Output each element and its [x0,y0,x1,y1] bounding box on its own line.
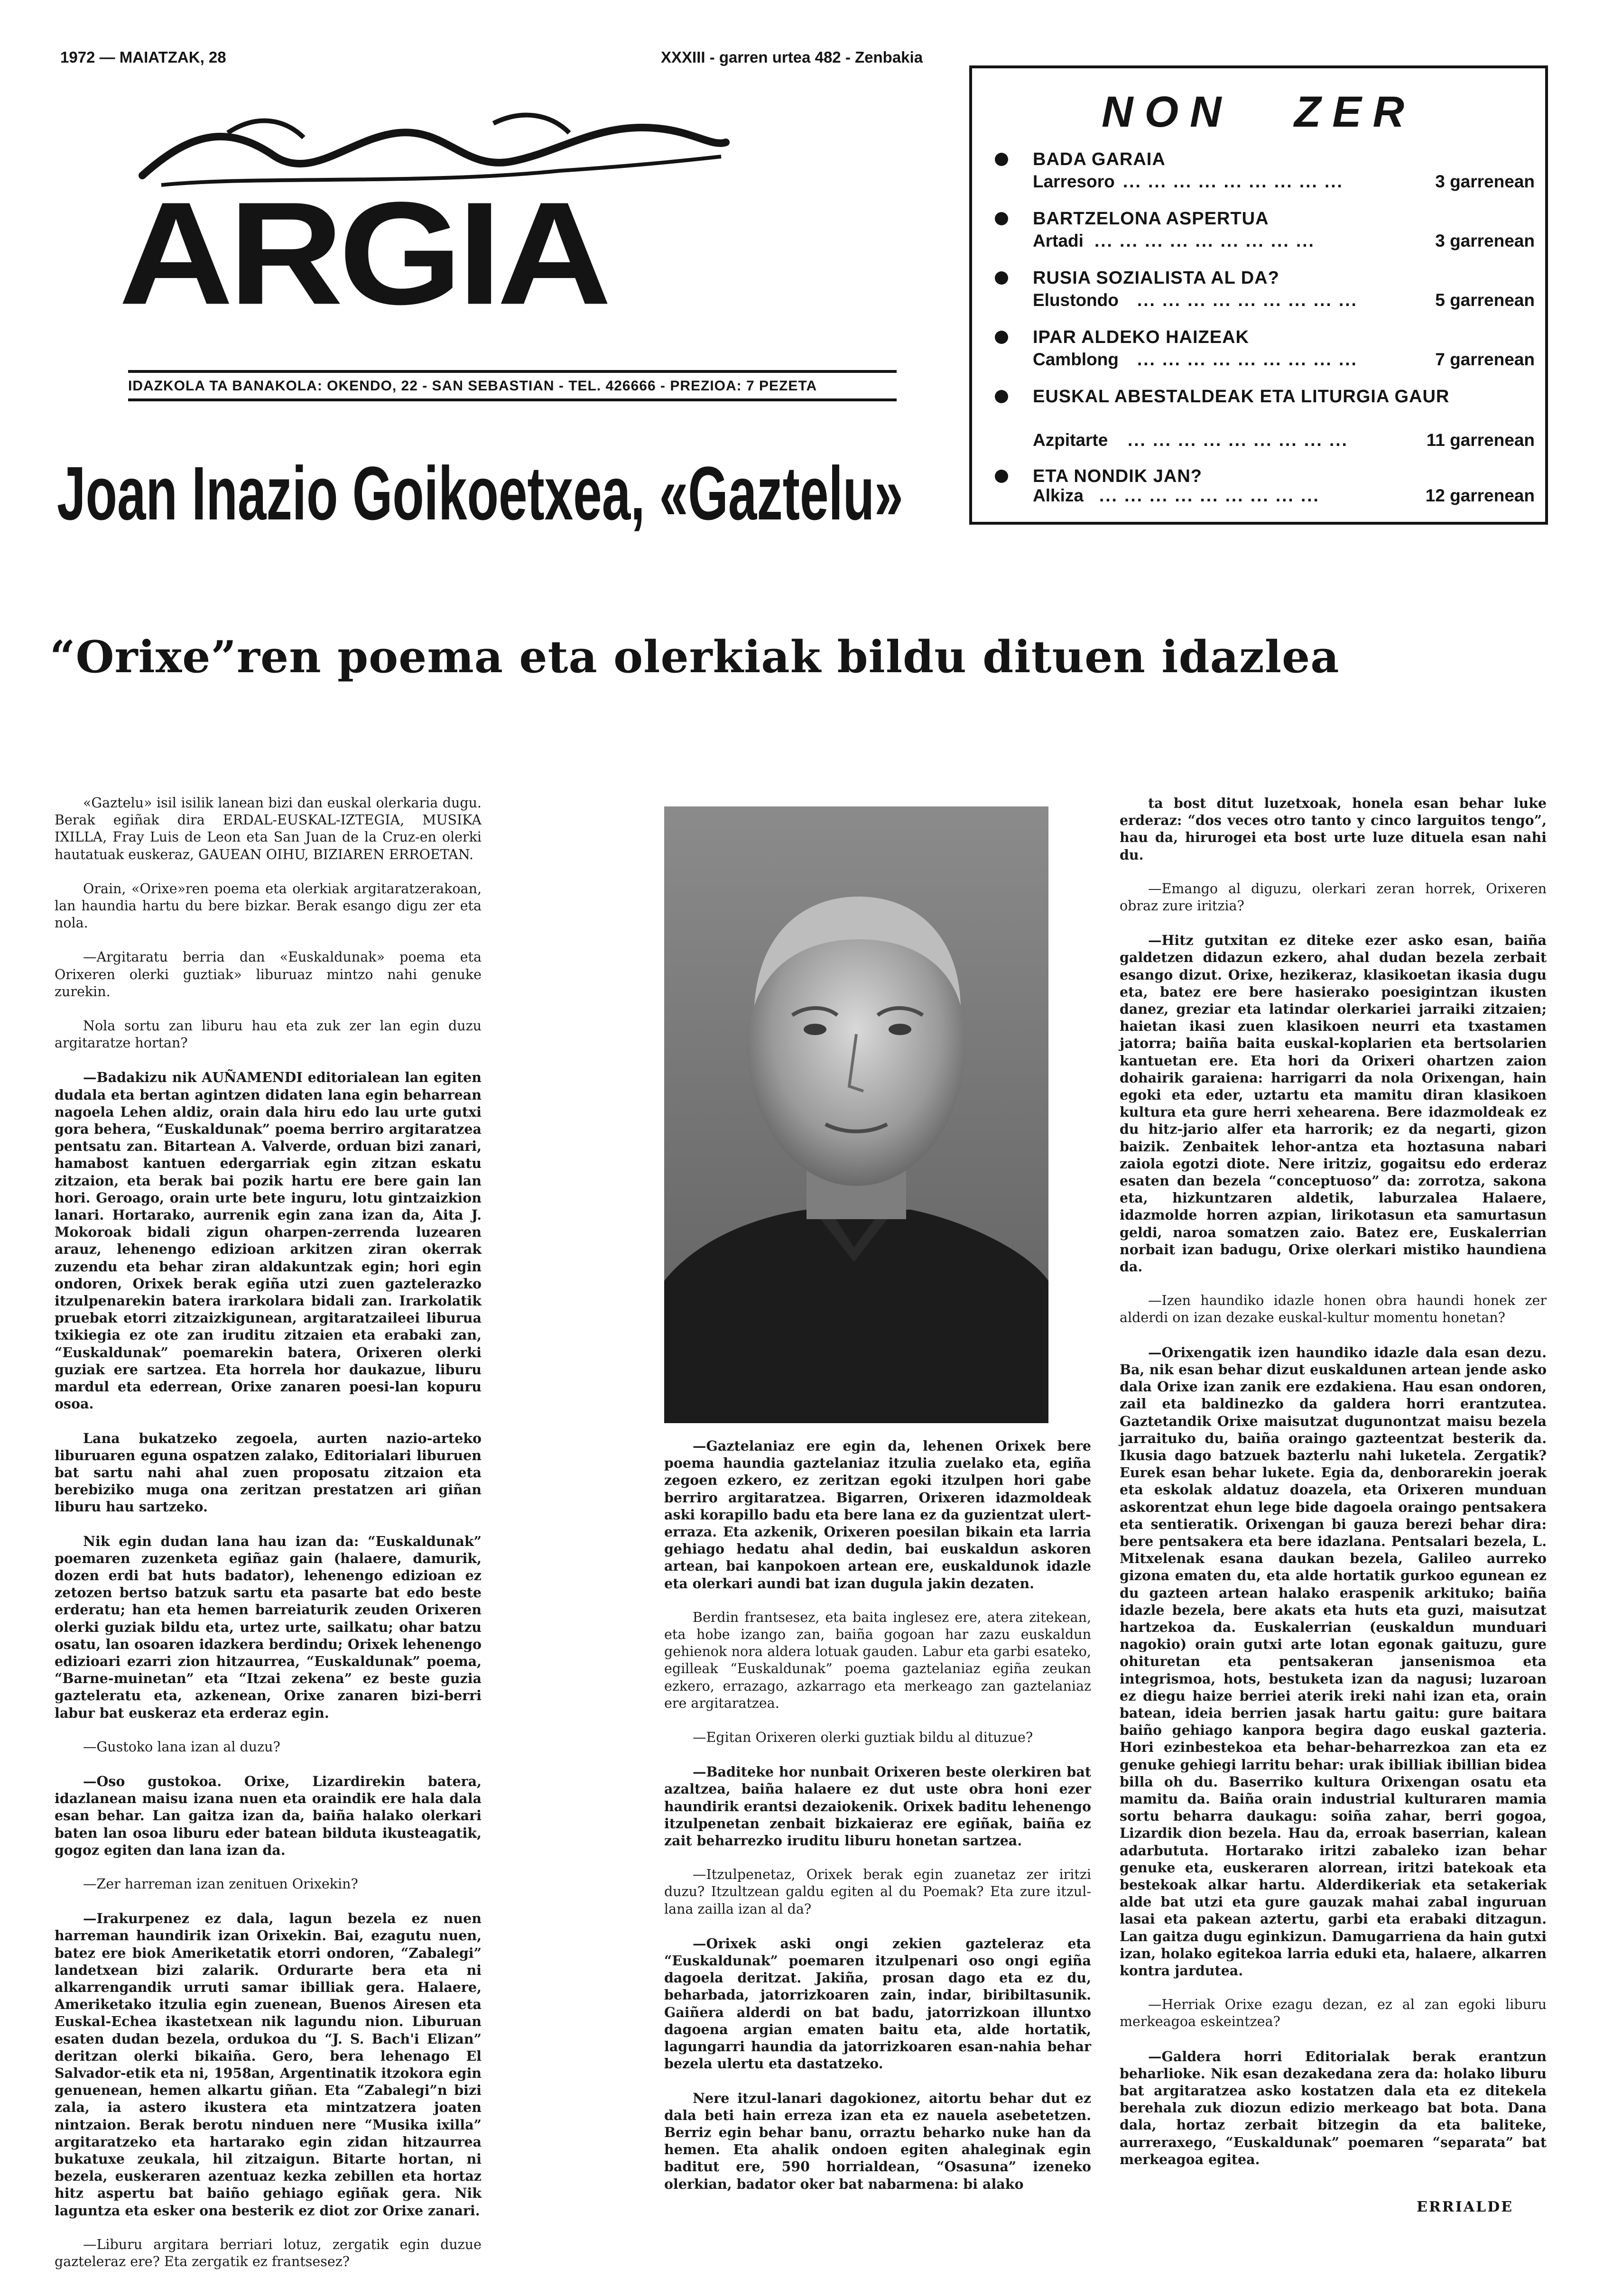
article-column-2 [664,1437,1091,2210]
article-subheadline: “Orixe”ren poema eta olerkiak bildu dituen idazlea [50,631,1340,683]
toc-item-author: Azpitarte [1033,430,1108,450]
toc-item-title: RUSIA SOZIALISTA AL DA? [1033,268,1279,288]
toc-dots: ... ... ... ... ... ... ... ... ... [1137,350,1358,369]
masthead-rule-bottom [128,398,897,401]
toc-item-author: Camblong [1033,350,1119,369]
bullet-icon [995,390,1008,403]
issue-number: XXXIII - garren urtea 482 - Zenbakia [661,48,923,66]
bullet-icon [995,470,1008,483]
toc-item-title: BADA GARAIA [1033,149,1166,169]
paragraph: «Gaztelu» isil isilik lanean bizi dan euskal olerkaria dugu. Berak egiñak dira ERDAL-EUSKAL-IZTEGIA, MUSIKA IXILLA, Fray Luis de Leon eta San Juan de la Cruz-en olerki hautatuak euskeraz, GAUEAN OIHU, BIZIAREN ERROETAN. [55,795,482,862]
toc-item-author: Artadi [1033,231,1084,250]
paragraph: —Oso gustokoa. Orixe, Lizardirekin batera, idazlanean maisu izana nuen eta oraindik ere hala dala esan behar. Lan gaitza izan da, baiña halako olerkari baten lan osoa liburu eder batean bilduta ikusteagatik, gogoz egiten dan lana izan da. [55,1773,482,1858]
toc-item-page: 3 garrenean [1435,231,1535,250]
toc-item-page: 5 garrenean [1435,290,1535,310]
paragraph: —Baditeke hor nunbait Orixeren beste olerkiren bat azaltzea, baiña halaere ez dut uste obra honi ezer haundirik erantsi dezaiokenik. Orixek baditu lehenengo itzulpenetan zenbait bizkaieraz ere egiñak, baiña ez zait beharrezko iruditu liburu honetan sartzea. [664,1764,1091,1849]
paragraph: —Liburu argitara berriari lotuz, zergatik egin duzue gazteleraz ere? Eta zergatik ez frantsesez? [55,2236,482,2270]
paragraph: —Egitan Orixeren olerki guztiak bildu al dituzue? [693,1730,1033,1746]
paragraph: —Izen haundiko idazle honen obra haundi honek zer alderdi on izan dezake euskal-kultur momentu honetan? [1120,1293,1547,1326]
paragraph: —Emango al diguzu, olerkari zeran horrek, Orixeren obraz zure iritzia? [1120,880,1547,914]
toc-dots: ... ... ... ... ... ... ... ... ... [1099,486,1320,505]
table-of-contents-box [969,65,1548,525]
article-headline: Joan Inazio Goikoetxea, «Gaztelu» [57,451,903,536]
toc-dots: ... ... ... ... ... ... ... ... ... [1137,290,1358,310]
paragraph: —Hitz gutxitan ez diteke ezer asko esan, baiña galdetzen didazun ezkero, ahal dudan bezela zerbait esango dizut. Orixe, hezikeraz, klasikoetan ikasia dugu eta, batez ere bere hasierako poesigintzan ikusten danez, greziar eta latindar olerkariei jarraiki zitzaien; haietan ikasi zuen klasikoen neurri eta txastamen jatorra; baiña baita euskal-koplarien eta bertsolarien kantuetan ere. Eta hori da Orixeri ohartzen zaion dohairik garaiena: harrigarri da nola Orixengan, hain egoki eta eder, uztartu eta mamitu diran klasikoen kultura eta gure herri xehearena. Bere idazmoldeak ez du hitz-jario alfer eta harrorik; ez da negarti, gizon baizik. Zenbaitek lehor-antza eta hoztasuna nabari zaiola egotzi diote. Nere iritziz, gogaitsu edo erderaz esaten dan bezela “conceptuoso” da: zorrotza, sakona eta, hizkuntzaren aldetik, laburzalea Halaere, idazmolde horren azpian, lirikotasun eta samurtasun geldi, naroa somatzen zaio. Batez ere, Euskalerrian norbait izan badugu, Orixe olerkari mistiko haundiena da. [1120,932,1547,1275]
paragraph: Lana bukatzeko zegoela, aurten nazio-arteko liburuaren eguna ospatzen zalako, Editorialari liburuen bat sartu nahi ahal zuen proposatu zitzaion eta berebiziko muga ona zeritzan prestatzen ari giñan liburu hau sartzeko. [55,1430,482,1515]
issue-date: 1972 — MAIATZAK, 28 [60,48,226,66]
paragraph: —Argitaratu berria dan «Euskaldunak» poema eta Orixeren olerki guztiak» liburuaz mintzo nahi genuke zurekin. [55,949,482,1000]
toc-dots: ... ... ... ... ... ... ... ... ... [1094,231,1315,250]
paragraph: —Zer harreman izan zenituen Orixekin? [83,1876,358,1892]
toc-dots: ... ... ... ... ... ... ... ... ... [1128,430,1348,450]
toc-dots: ... ... ... ... ... ... ... ... ... [1123,172,1344,191]
paragraph: Berdin frantsesez, eta baita inglesez ere, atera zitekean, eta hobe izango zan, baiña gogoan har zazu euskaldun gehienok nora aldera lotuak gauden. Labur eta garbi esateko, egilleak “Euskaldunak” poema gaztelaniaz egiña zeukan ezkero, errazago, azkarrago eta merkeago zan gaztelaniaz ere argitaratzea. [664,1609,1091,1711]
paragraph: —Galdera horri Editorialak berak erantzun beharlioke. Nik esan dezakedana zera da: holako liburu bat argitaratzea asko kostatzen dala eta ez ditekela berehala zuk diozun edizio merkeago bat bota. Dana dala, hortaz zerbait bitzegin da eta baliteke, aurreraxego, “Euskaldunak” poemaren “separata” bat merkeagoa egitea. [1120,2048,1547,2167]
toc-item-title: EUSKAL ABESTALDEAK ETA LITURGIA GAUR [1033,387,1450,407]
toc-item-page: 7 garrenean [1435,350,1535,369]
paragraph: ta bost ditut luzetxoak, honela esan behar luke erderaz: “dos veces otro tanto y cinco larguitos tengo”, hau da, hirurogei eta bost urte luze dituela esan nahi du. [1120,795,1547,863]
bullet-icon [995,212,1008,225]
toc-item-author: Larresoro [1033,172,1115,191]
article-column-1 [55,795,482,2287]
paragraph: —Gustoko lana izan al duzu? [83,1739,280,1755]
paragraph: Nik egin dudan lana hau izan da: “Euskaldunak” poemaren zuzenketa egiñaz gain (halaere, damurik, dozen erdi bat huts badator), lehenengo edizioan ez zetozen bertso batzuk sartu eta pasarte bat edo beste erderatu; han eta hemen barreiaturik zeuden Orixeren olerki guziak bildu eta, urtez urte, sailkatu; ohar batzu osatu, lan osoaren idazkera berdindu; Orixek lehenengo edizioari ezarri zion hitzaurrea, “Euskaldunak” poema, “Barne-muinetan” eta “Itzai zekena” ez beste guzia gazteleratu eta, azkenean, Orixe zanaren bizi-berri labur bat euskeraz eta erderaz egin. [55,1533,482,1721]
article-column-3 [1120,795,1547,2185]
paragraph: —Orixek aski ongi zekien gazteleraz eta “Euskaldunak” poemaren itzulpenari oso ongi egiña dagoela deritzat. Jakiña, prosan dago eta ez du, beharbada, jatorrizkoaren zain, indar, biribiltasunik. Gaiñera alderdi on bat badu, jatorrizkoan illuntxo dagoena argian ematen baitu eta, alde hortatik, lagungarri haundia da jatorrizkoaren esan-nahia behar bezela ulertu eta dastatzeko. [664,1935,1091,2072]
paragraph: Orain, «Orixe»ren poema eta olerkiak argitaratzerakoan, lan haundia hartu du bere bizkar. Berak esango digu zer eta nola. [55,880,482,931]
paragraph: —Orixengatik izen haundiko idazle dala esan dezu. Ba, nik esan behar dizut euskaldunen artean jende asko dala Orixe izan zanik ere ezdakiena. Hau esan ondoren, zail eta baldinezko da galdera horri erantzutea. Gaztetandik Orixe maisutzat dugunontzat maisu bezela jarraituko du, baiña oraingo gazteentzat besterik da. Ikusia dago batzuek bazterlu nahi luketela. Zergatik? Eurek esan behar lukete. Egia da, denborarekin joerak eta eskolak aldatuz doazela, eta Orixeren munduan askorentzat ehun lege bide dagoela oraingo pentsakera eta sentieratik. Orixengan bi gauza berezi behar dira: bere pentsakera eta bere idazlana. Pentsalari bezela, L. Mitxelenak esana daukan bezela, Galileo aurreko gizona ematen du, eta alde hortatik gurkoo egunean ez du gazteen artean halako eraspenik arkituko; baiña idazle bezela, bere akats eta huts eta guzi, maisutzat hartzekoa da. Euskalerrian (euskaldun munduari nagokio) orain gutxi arte lotan egonak gaituzu, gure ohituretan eta pentsakeran jansenismoa eta integrismoa, hots, bestuketa izan da nagusi; luzaroan ez diegu haize berriei aterik ireki nahi izan eta, orain batean, ideia berrien jasak hartu gaitu: gure baitara baiño gehiago kanpora begira dago euskal gazteria. Hori ezinbestekoa eta behar-beharrezkoa zan eta ez genuke gehiegi larritu behar: urak ibilliak ibillian bidea billa oh du. Baserriko kultura Orixengan osatu eta mamitu da. Baiña orain industrial kulturaren mamia sortu beharra daukagu: soiña zahar, berri gogoa, Lizardik dion bezela. Hau da, erroak baserrian, kalean adarbututa. Hortarako iritzi zabaleko izan behar genuke eta, euskeraren alorrean, iritzi batekoak eta bestekoak alkar hartu. Alderdikeriak eta setakeriak alde bat utzi eta gure gauzak mahai zabal inguruan lasai eta pakean aztertu, garbi eta erabaki ditzagun. Lan gaitza dugu eginkizun. Damugarriena da hain gutxi izan, holako egitekoa larria eduki eta, halaere, alkarren kontra jardutea. [1120,1344,1547,1979]
toc-item-title: BARTZELONA ASPERTUA [1033,209,1269,229]
paragraph: Nere itzul-lanari dagokionez, aitortu behar dut ez dala beti hain erreza izan eta ez nauela asebetetzen. Berriz egin behar banu, orraztu beharko nuke han da hemen. Eta ahalik ondoen egiten ahaleginak egin baditut ere, 590 horrialdean, “Osasuna” izeneko olerkian, badator oker bat nabarmena: bi alako [664,2090,1091,2192]
toc-item-title: IPAR ALDEKO HAIZEAK [1033,327,1249,347]
paragraph: —Badakizu nik AUÑAMENDI editorialean lan egiten dudala eta bertan agintzen didaten lana egin beharrean nagoela Lehen aldiz, orain dala hiru edo lau urte gutxi gora behera, “Euskaldunak” poema berriro argitaratzea pentsatu zan. Bitartean A. Valverde, orduan bizi zanari, hamabost kantuen edergarriak egin zitzan eskatu zitzaion, eta berak bai pozik hartu ere bere gain lan hori. Geroago, orain urte bete inguru, lotu gintzaizkion lanari. Hortarako, aurrenik egin zana izan da, Aita J. Mokoroak bidali zigun oharpen-zerrenda luzearen arauz, lehenengo edizioan arkitzen ziran okerrak zuzendu eta behar ziran aldakuntzak egin; hori egin ondoren, Orixek berak egiña utzi zuen gaztelerazko itzulpenarekin batera irarkolara bidali zan. Irarkolatik pruebak etorri zitzaizkigunean, argitaratzaileei liburua txikiegia ez ote zan iruditu zitzaien eta erabaki zan, “Euskaldunak” poemarekin batera, Orixeren olerki guziak ere sartzea. Eta horrela hor daukazue, liburu mardul eta ederrean, Orixe zanaren poesi-lan kopuru osoa. [55,1069,482,1412]
bullet-icon [995,331,1008,344]
paragraph: —Itzulpenetaz, Orixek berak egin zuanetaz zer iritzi duzu? Itzultzean galdu egiten al du Poemak? Eta zure itzul-lana zailla izan al da? [664,1867,1091,1917]
bullet-icon [995,153,1008,166]
masthead-rule-top [128,370,897,373]
imprint-line: IDAZKOLA TA BANAKOLA: OKENDO, 22 - SAN SEBASTIAN - TEL. 426666 - PREZIOA: 7 PEZETA [128,378,817,394]
paragraph: —Herriak Orixe ezagu dezan, ez al zan egoki liburu merkeagoa eskeintzea? [1120,1997,1547,2030]
paragraph: Nola sortu zan liburu hau eta zuk zer lan egin duzu argitaratze hortan? [55,1018,482,1051]
toc-item-author: Alkiza [1033,486,1084,505]
toc-item-author: Elustondo [1033,290,1119,310]
paragraph: —Irakurpenez ez dala, lagun bezela ez nuen harreman haundirik izan Orixekin. Bai, ezagutu nuen, batez ere biok Ameriketatik etorri ondoren, “Zabalegi” landetxean bizi zalarik. Ordurarte bera eta ni alkarrengandik urruti samar ibilliak gera. Halaere, Ameriketako itzulia egin zuenean, Buenos Airesen eta Euskal-Echea ikastetxean nik lagundu nion. Liburuan esaten dudan bezela, ordukoa du “J. S. Bach'i Elizan” deritzan olerki bikaiña. Gero, bera lehenago El Salvador-etik eta ni, 1958an, Argentinatik itzokora egin genuenean, hemen alkartu giñan. Eta “Zabalegi”n bizi zala, ia astero ikustera eta mintzatzera joaten nintzaion. Berak berotu ninduen nere “Musika ixilla” argitaratzeko eta hartarako egin zidan hitzaurrea bukatuxe zeukala, hil zitzaigun. Bitarte hortan, ni bezela, euskeraren azentuaz kezka zebillen eta hortaz hitz aspertu bat baiño gehiago egiñak gera. Nik laguntza eta esker ona besterik ez diot zor Orixe zanari. [55,1910,482,2219]
paragraph: —Gaztelaniaz ere egin da, lehenen Orixek bere poema haundia gaztelaniaz itzulia zuelako eta, egiña zegoen ezkero, ez zeritzan egoki itzulpen hori gabe berriro argitaratzea. Bigarren, Orixeren idazmoldeak aski korapillo badu eta bere lana ez da guzientzat ulert-erraza. Eta azkenik, Orixeren poesilan bikain eta larria gehiago hedatu ahal dedin, bai euskaldun askoren artean, bai kanpokoen artean ere, euskaldunok idazle eta olerkari aundi bat izan dugula jakin dezaten. [664,1438,1091,1592]
toc-item-title: ETA NONDIK JAN? [1033,466,1202,486]
toc-item-page: 3 garrenean [1435,172,1535,191]
bullet-icon [995,271,1008,285]
toc-item-page: 11 garrenean [1426,430,1535,450]
toc-item-page: 12 garrenean [1425,486,1535,505]
portrait-photo [664,806,1048,1423]
author-signature: ERRIALDE [1416,2199,1513,2215]
masthead-title: ARGIA [119,171,607,335]
toc-title: NON ZER [1102,88,1416,136]
